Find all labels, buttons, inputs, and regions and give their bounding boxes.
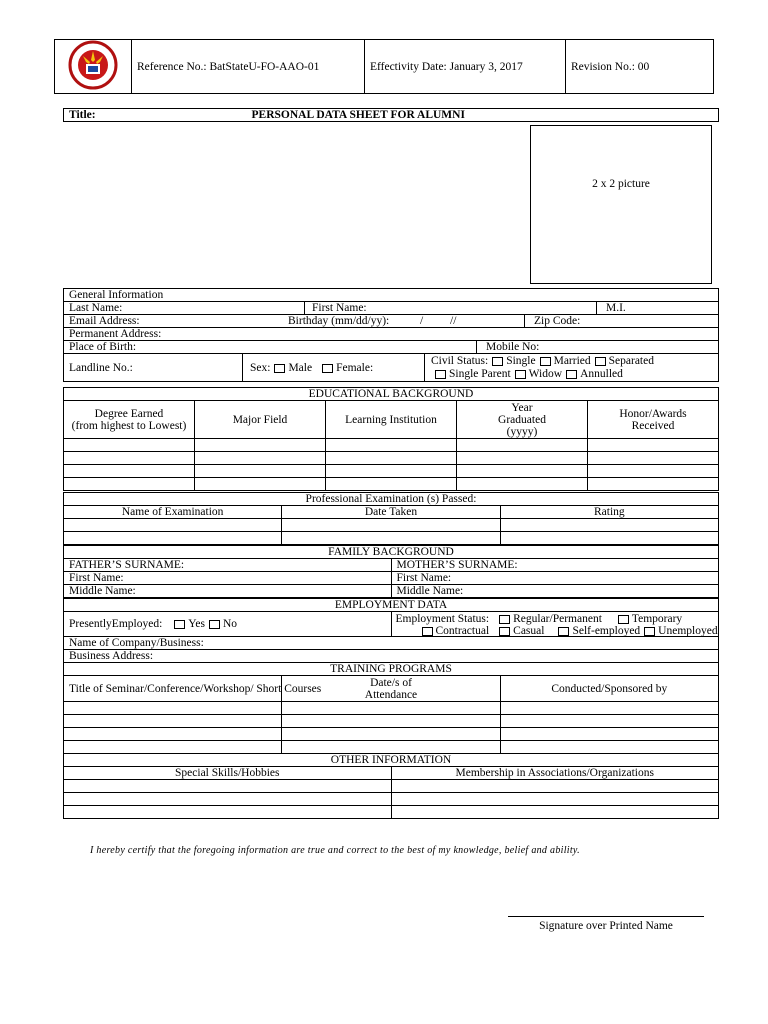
mother-middle-name-label[interactable]: Middle Name: (391, 585, 719, 598)
business-address-label[interactable]: Business Address: (64, 650, 719, 663)
education-row[interactable] (64, 439, 719, 452)
skills-header: Special Skills/Hobbies (64, 767, 392, 780)
widow-label: Widow (528, 368, 563, 380)
university-logo (64, 40, 122, 90)
education-row[interactable] (64, 452, 719, 465)
name-row[interactable] (64, 302, 719, 315)
mi-label: M.I. (606, 302, 626, 314)
male-label: Male (288, 362, 313, 374)
yes-checkbox[interactable] (174, 620, 185, 629)
employment-status-label: Employment Status: (395, 613, 490, 625)
birthplace-row[interactable] (64, 341, 719, 354)
general-heading: General Information (64, 289, 719, 302)
sex-label: Sex: (250, 362, 271, 374)
revision-cell: Revision No.: 00 (566, 40, 714, 94)
temporary-label: Temporary (631, 613, 683, 625)
single-checkbox[interactable] (492, 357, 503, 366)
temporary-checkbox[interactable] (618, 615, 629, 624)
zip-code-label: Zip Code: (534, 315, 581, 327)
regular-label: Regular/Permanent (513, 613, 602, 625)
effectivity-cell: Effectivity Date: January 3, 2017 (365, 40, 566, 94)
training-row[interactable] (64, 741, 719, 754)
major-field-header: Major Field (195, 401, 326, 439)
title-bar (63, 108, 719, 122)
mobile-label: Mobile No: (486, 341, 540, 353)
signature-label: Signature over Printed Name (539, 920, 673, 932)
exam-date-header: Date Taken (282, 506, 500, 519)
widow-checkbox[interactable] (515, 370, 526, 379)
exam-row[interactable] (64, 519, 719, 532)
exam-rating-header: Rating (500, 506, 718, 519)
education-heading: EDUCATIONAL BACKGROUND (64, 388, 719, 401)
birthday-slash-2: // (450, 315, 457, 327)
birthday-slash-1: / (420, 315, 424, 327)
education-table (63, 387, 719, 491)
separated-label: Separated (608, 355, 654, 367)
other-info-heading: OTHER INFORMATION (64, 754, 719, 767)
single-parent-checkbox[interactable] (435, 370, 446, 379)
self-employed-checkbox[interactable] (558, 627, 569, 636)
other-info-row[interactable] (64, 806, 719, 819)
header-table (54, 39, 714, 94)
exam-name-header: Name of Examination (64, 506, 282, 519)
female-checkbox[interactable] (322, 364, 333, 373)
employment-heading: EMPLOYMENT DATA (64, 599, 719, 612)
mother-surname-label[interactable]: MOTHER’S SURNAME: (391, 559, 719, 572)
contractual-checkbox[interactable] (422, 627, 433, 636)
exam-heading: Professional Examination (s) Passed: (64, 493, 719, 506)
birthday-label: Birthday (mm/dd/yy): (288, 315, 390, 327)
email-label: Email Address: (69, 315, 140, 327)
other-info-row[interactable] (64, 780, 719, 793)
other-info-table (63, 753, 719, 819)
training-date-header: Date/s of Attendance (282, 676, 500, 702)
training-table (63, 662, 719, 754)
female-label: Female: (336, 362, 374, 374)
degree-earned-header: Degree Earned (from highest to Lowest) (64, 401, 195, 439)
landline-sex-civil-row (64, 354, 719, 382)
single-parent-label: Single Parent (449, 368, 511, 380)
annulled-label: Annulled (580, 368, 623, 380)
training-row[interactable] (64, 702, 719, 715)
regular-checkbox[interactable] (499, 615, 510, 624)
last-name-label: Last Name: (69, 302, 123, 314)
first-name-label: First Name: (312, 302, 367, 314)
father-surname-label[interactable]: FATHER’S SURNAME: (64, 559, 392, 572)
permanent-address-label[interactable]: Permanent Address: (64, 328, 719, 341)
email-row[interactable] (64, 315, 719, 328)
separated-checkbox[interactable] (595, 357, 606, 366)
training-row[interactable] (64, 715, 719, 728)
father-middle-name-label[interactable]: Middle Name: (64, 585, 392, 598)
male-checkbox[interactable] (274, 364, 285, 373)
married-label: Married (553, 355, 591, 367)
presently-employed-label: PresentlyEmployed: (69, 618, 163, 630)
general-information-table (63, 288, 719, 382)
picture-box (530, 125, 712, 284)
other-info-row[interactable] (64, 793, 719, 806)
place-of-birth-label: Place of Birth: (69, 341, 137, 353)
training-heading: TRAINING PROGRAMS (64, 663, 719, 676)
education-row[interactable] (64, 478, 719, 491)
presently-employed-cell (64, 612, 392, 637)
training-title-header: Title of Seminar/Conference/Workshop/ Short Courses (64, 676, 282, 702)
reference-cell: Reference No.: BatStateU-FO-AAO-01 (132, 40, 365, 94)
learning-institution-header: Learning Institution (326, 401, 457, 439)
yes-label: Yes (188, 618, 205, 630)
exam-row[interactable] (64, 532, 719, 545)
unemployed-checkbox[interactable] (644, 627, 655, 636)
unemployed-label: Unemployed (658, 625, 718, 637)
education-row[interactable] (64, 465, 719, 478)
form-title: PERSONAL DATA SHEET FOR ALUMNI (251, 109, 465, 121)
single-label: Single (506, 355, 536, 367)
family-heading: FAMILY BACKGROUND (64, 546, 719, 559)
married-checkbox[interactable] (540, 357, 551, 366)
year-graduated-header: Year Graduated (yyyy) (457, 401, 588, 439)
company-name-label[interactable]: Name of Company/Business: (64, 637, 719, 650)
training-sponsor-header: Conducted/Sponsored by (500, 676, 718, 702)
training-row[interactable] (64, 728, 719, 741)
father-first-name-label[interactable]: First Name: (64, 572, 392, 585)
membership-header: Membership in Associations/Organizations (391, 767, 719, 780)
landline-label: Landline No.: (69, 361, 133, 374)
honors-header: Honor/Awards Received (588, 401, 719, 439)
employment-status-cell (391, 612, 719, 637)
certification-text: I hereby certify that the foregoing information are true and correct to the best of my knowledge, belief and ability. (90, 845, 580, 856)
contractual-label: Contractual (435, 625, 490, 637)
casual-checkbox[interactable] (499, 627, 510, 636)
no-checkbox[interactable] (209, 620, 220, 629)
no-label: No (223, 618, 238, 630)
signature-line[interactable] (508, 916, 704, 917)
family-table (63, 545, 719, 598)
annulled-checkbox[interactable] (566, 370, 577, 379)
civil-status-label: Civil Status: (431, 355, 489, 367)
employment-table (63, 598, 719, 663)
title-label: Title: (69, 109, 96, 121)
mother-first-name-label[interactable]: First Name: (391, 572, 719, 585)
casual-label: Casual (513, 625, 545, 637)
picture-box-label: 2 x 2 picture (592, 178, 650, 190)
logo-cell (55, 40, 132, 94)
self-employed-label: Self-employed (572, 625, 641, 637)
exam-table (63, 492, 719, 545)
